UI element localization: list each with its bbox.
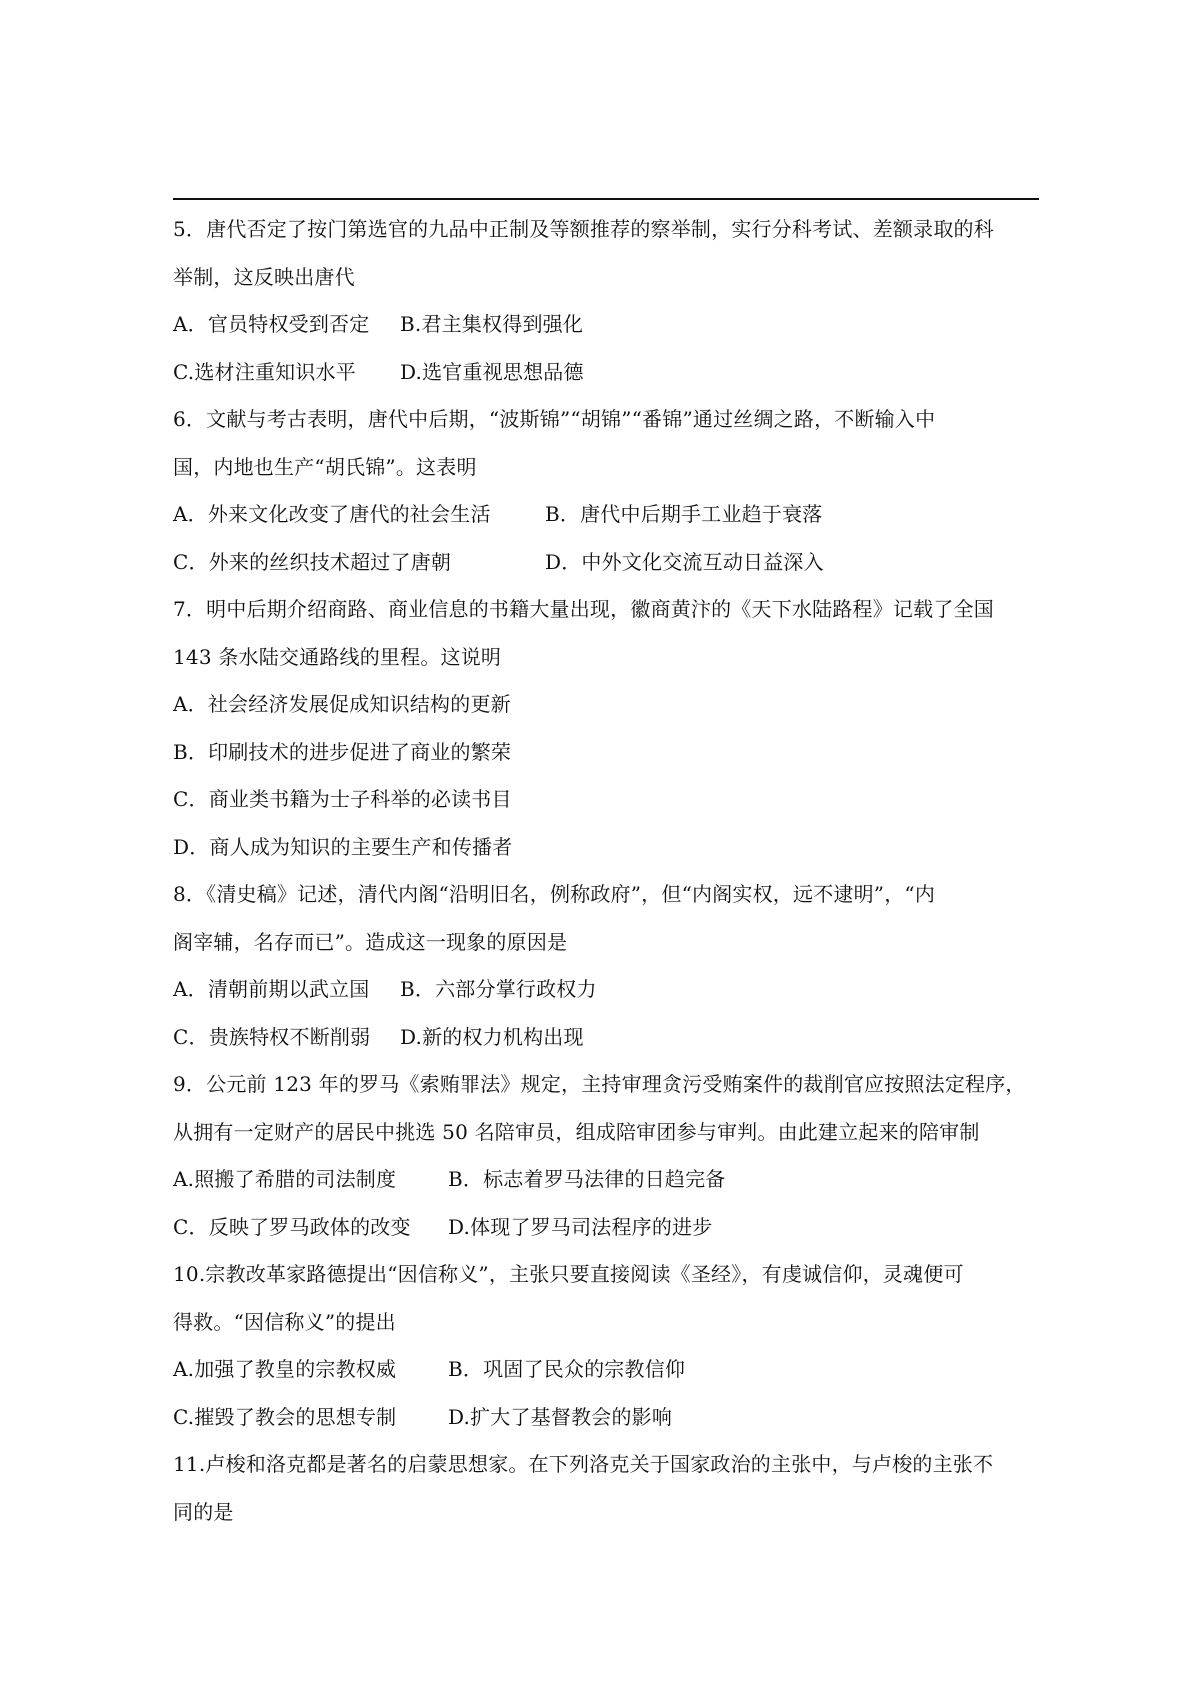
question-stem-line: 10.宗教改革家路德提出“因信称义”，主张只要直接阅读《圣经》，有虔诚信仰，灵魂便可 (173, 1262, 964, 1286)
question-stem-line: 阁宰辅，名存而已”。造成这一现象的原因是 (173, 929, 568, 954)
question-11 (173, 1441, 1039, 1536)
question-stem-line: 11.卢梭和洛克都是著名的启蒙思想家。在下列洛克关于国家政治的主张中，与卢梭的主张不 (173, 1452, 994, 1476)
option-b[interactable]: B．唐代中后期手工业趋于衰落 (545, 502, 823, 526)
option-row (173, 966, 1039, 1014)
question-8 (173, 871, 1039, 1061)
option-a[interactable]: A．清朝前期以武立国 (173, 977, 370, 1001)
option-a[interactable]: A．社会经济发展促成知识结构的更新 (173, 692, 511, 716)
question-stem-line: 5．唐代否定了按门第选官的九品中正制及等额推荐的察举制，实行分科考试、差额录取的科 (173, 217, 994, 241)
question-7 (173, 586, 1039, 871)
option-c[interactable]: C．商业类书籍为士子科举的必读书目 (173, 787, 512, 811)
option-row (173, 1346, 1039, 1394)
question-stem-line: 国，内地也生产“胡氏锦”。这表明 (173, 454, 477, 479)
option-row (173, 539, 1039, 587)
header-rule (173, 198, 1039, 200)
option-b[interactable]: B．六部分掌行政权力 (400, 977, 597, 1001)
option-b[interactable]: B．印刷技术的进步促进了商业的繁荣 (173, 739, 512, 764)
question-stem-line: 6．文献与考古表明，唐代中后期，“波斯锦”“胡锦”“番锦”通过丝绸之路，不断输入中 (173, 407, 936, 431)
option-c[interactable]: C．外来的丝织技术超过了唐朝 (173, 549, 452, 574)
option-row (173, 1394, 1039, 1442)
question-list (173, 206, 1039, 1536)
option-d[interactable]: D.新的权力机构出现 (400, 1024, 584, 1049)
question-stem-line: 9．公元前 123 年的罗马《索贿罪法》规定，主持审理贪污受贿案件的裁削官应按照法定程序， (173, 1072, 1026, 1096)
option-b[interactable]: B．巩固了民众的宗教信仰 (448, 1357, 686, 1381)
option-d[interactable]: D.扩大了基督教会的影响 (448, 1404, 673, 1429)
option-d[interactable]: D．中外文化交流互动日益深入 (545, 549, 824, 574)
option-c[interactable]: C．贵族特权不断削弱 (173, 1024, 371, 1049)
question-stem-line: 举制，这反映出唐代 (173, 264, 355, 289)
question-10 (173, 1251, 1039, 1441)
option-a[interactable]: A.加强了教皇的宗教权威 (173, 1357, 397, 1381)
option-a[interactable]: A.照搬了希腊的司法制度 (173, 1167, 397, 1191)
question-stem-line: 8．《清史稿》记述，清代内阁“沿明旧名，例称政府”，但“内阁实权，远不逮明”，“内 (173, 882, 936, 906)
option-c[interactable]: C．反映了罗马政体的改变 (173, 1214, 411, 1239)
option-row (173, 1014, 1039, 1062)
question-stem-line: 7．明中后期介绍商路、商业信息的书籍大量出现，徽商黄汴的《天下水陆路程》记载了全国 (173, 597, 994, 621)
option-d[interactable]: D．商人成为知识的主要生产和传播者 (173, 834, 513, 859)
question-stem-line: 从拥有一定财产的居民中挑选 50 名陪审员，组成陪审团参与审判。由此建立起来的陪审制 (173, 1119, 980, 1144)
option-c[interactable]: C.摧毁了教会的思想专制 (173, 1404, 397, 1429)
option-a[interactable]: A．外来文化改变了唐代的社会生活 (173, 502, 491, 526)
option-b[interactable]: B.君主集权得到强化 (400, 312, 584, 336)
option-d[interactable]: D.体现了罗马司法程序的进步 (448, 1214, 713, 1239)
question-stem-line: 得救。“因信称义”的提出 (173, 1309, 396, 1334)
question-5 (173, 206, 1039, 396)
option-c[interactable]: C.选材注重知识水平 (173, 359, 356, 384)
option-row (173, 1156, 1039, 1204)
question-stem-line: 143 条水陆交通路线的里程。这说明 (173, 644, 502, 669)
option-row (173, 301, 1039, 349)
question-stem-line: 同的是 (173, 1499, 234, 1524)
option-row (173, 1204, 1039, 1252)
question-6 (173, 396, 1039, 586)
option-a[interactable]: A．官员特权受到否定 (173, 312, 370, 336)
question-9 (173, 1061, 1039, 1251)
option-row (173, 349, 1039, 397)
option-row (173, 491, 1039, 539)
option-d[interactable]: D.选官重视思想品德 (400, 359, 584, 384)
option-b[interactable]: B．标志着罗马法律的日趋完备 (448, 1167, 726, 1191)
